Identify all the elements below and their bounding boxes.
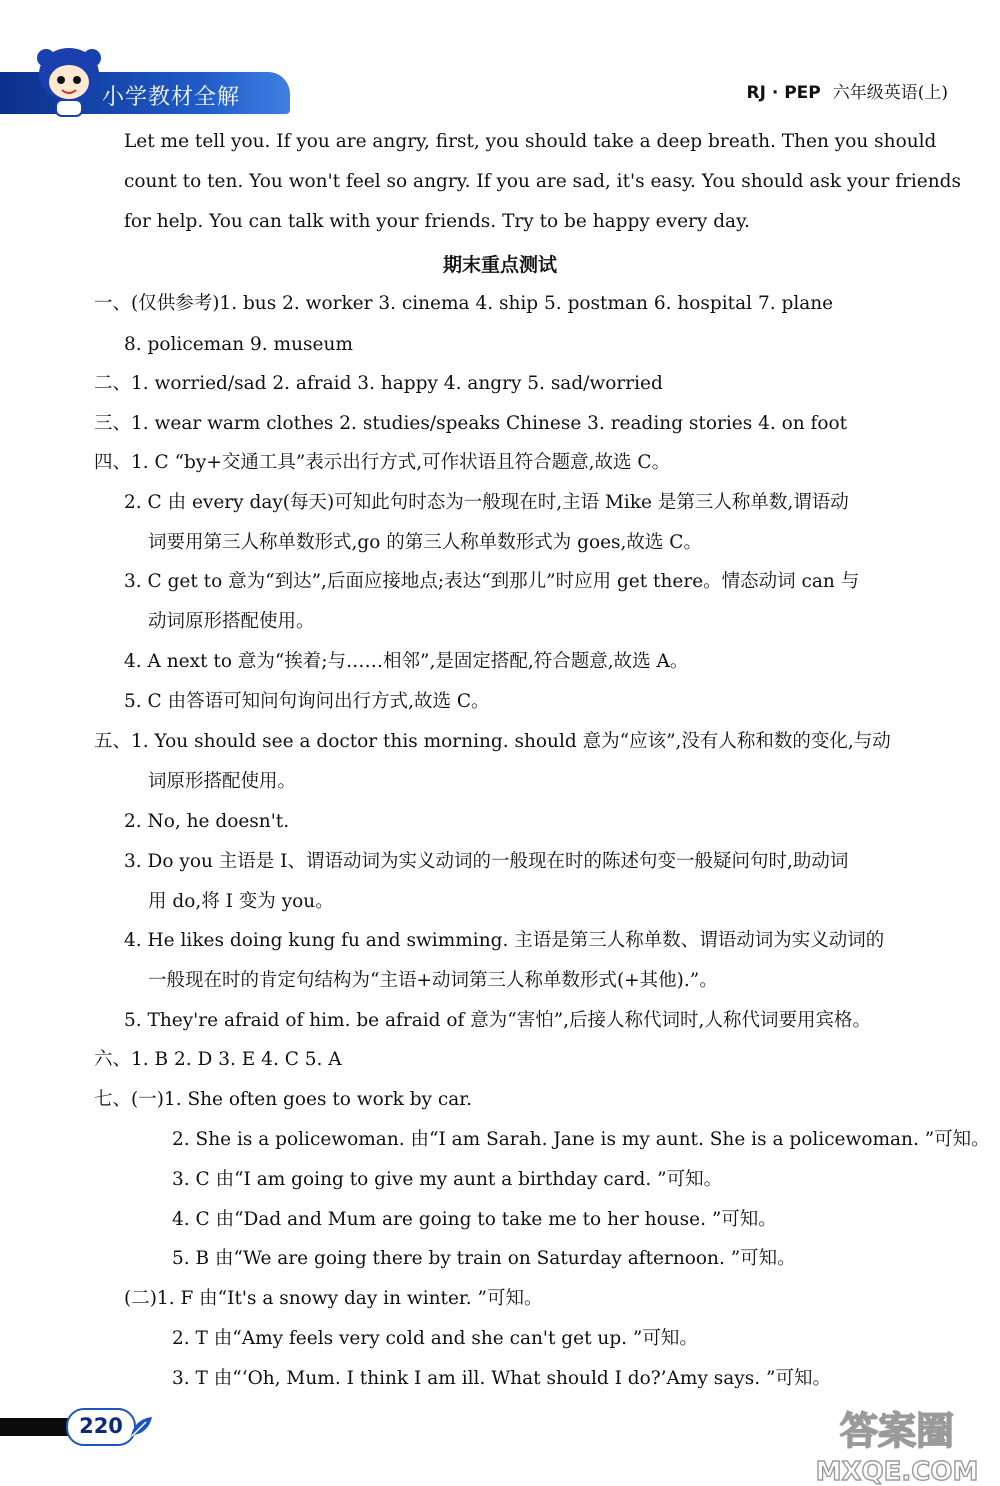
answer-line: 二、1. worried/sad 2. afraid 3. happy 4. angry 5. sad/worried — [94, 373, 663, 394]
series-title: 小学教材全解 — [102, 85, 241, 110]
answer-line: 五、1. You should see a doctor this morning. should 意为“应该”,没有人称和数的变化,与动 — [94, 731, 891, 752]
mascot-icon — [34, 44, 104, 120]
answer-line: 2. T 由“Amy feels very cold and she can't get up. ”可知。 — [172, 1328, 698, 1349]
answer-line: 七、(一)1. She often goes to work by car. — [94, 1089, 472, 1110]
answer-line: (二)1. F 由“It's a snowy day in winter. ”可知。 — [124, 1288, 543, 1309]
answer-line: 3. C 由“I am going to give my aunt a birthday card. ”可知。 — [172, 1169, 723, 1190]
answer-line: 3. T 由“‘Oh, Mum. I think I am ill. What should I do?’Amy says. ”可知。 — [172, 1368, 831, 1389]
answer-line: 三、1. wear warm clothes 2. studies/speaks Chinese 3. reading stories 4. on foot — [94, 413, 848, 434]
answer-line: 2. No, he doesn't. — [124, 811, 290, 832]
watermark-text-cn: 答案圈 — [839, 1409, 955, 1453]
answer-line: 8. policeman 9. museum — [124, 334, 353, 355]
edition-label — [746, 78, 948, 103]
watermark-logo — [802, 1400, 992, 1486]
edition-code: RJ · PEP — [746, 83, 821, 103]
leaf-icon — [128, 1414, 154, 1440]
answer-line: 一般现在时的肯定句结构为“主语+动词第三人称单数形式(+其他).”。 — [148, 970, 718, 991]
answer-line: 一、(仅供参考)1. bus 2. worker 3. cinema 4. ship 5. postman 6. hospital 7. plane — [94, 293, 834, 314]
intro-line: count to ten. You won't feel so angry. If you are sad, it's easy. You should ask your friends — [124, 171, 961, 192]
answer-line: 六、1. B 2. D 3. E 4. C 5. A — [94, 1049, 342, 1070]
answer-line: 词要用第三人称单数形式,go 的第三人称单数形式为 goes,故选 C。 — [148, 532, 702, 553]
footer-bar — [0, 1418, 72, 1436]
page-number: 220 — [66, 1408, 136, 1446]
answer-line: 3. Do you 主语是 I、谓语动词为实义动词的一般现在时的陈述句变一般疑问句时,助动词 — [124, 851, 849, 872]
answer-line: 5. C 由答语可知问句询问出行方式,故选 C。 — [124, 691, 490, 712]
watermark-text-url: MXQE.COM — [815, 1457, 979, 1486]
answer-line: 2. C 由 every day(每天)可知此句时态为一般现在时,主语 Mike 是第三人称单数,谓语动 — [124, 492, 849, 513]
grade-subject: 六年级英语(上) — [832, 83, 948, 103]
answer-line: 用 do,将 I 变为 you。 — [148, 891, 334, 912]
answer-line: 4. He likes doing kung fu and swimming. 主语是第三人称单数、谓语动词为实义动词的 — [124, 930, 885, 951]
answer-line: 3. C get to 意为“到达”,后面应接地点;表达“到那儿”时应用 get there。情态动词 can 与 — [124, 571, 860, 592]
section-title: 期末重点测试 — [442, 254, 557, 276]
intro-line: Let me tell you. If you are angry, first, you should take a deep breath. Then you should — [124, 131, 937, 152]
answer-line: 4. A next to 意为“挨着;与……相邻”,是固定搭配,符合题意,故选 A。 — [124, 651, 689, 672]
answer-line: 5. They're afraid of him. be afraid of 意为“害怕”,后接人称代词时,人称代词要用宾格。 — [124, 1010, 871, 1031]
intro-line: for help. You can talk with your friends. Try to be happy every day. — [124, 211, 750, 232]
answer-line: 词原形搭配使用。 — [148, 771, 297, 792]
answer-line: 四、1. C “by+交通工具”表示出行方式,可作状语且符合题意,故选 C。 — [94, 452, 671, 473]
answer-line: 动词原形搭配使用。 — [148, 611, 315, 632]
answer-line: 2. She is a policewoman. 由“I am Sarah. Jane is my aunt. She is a policewoman. ”可知。 — [172, 1129, 990, 1150]
answer-line: 5. B 由“We are going there by train on Saturday afternoon. ”可知。 — [172, 1248, 796, 1269]
answer-line: 4. C 由“Dad and Mum are going to take me to her house. ”可知。 — [172, 1209, 777, 1230]
